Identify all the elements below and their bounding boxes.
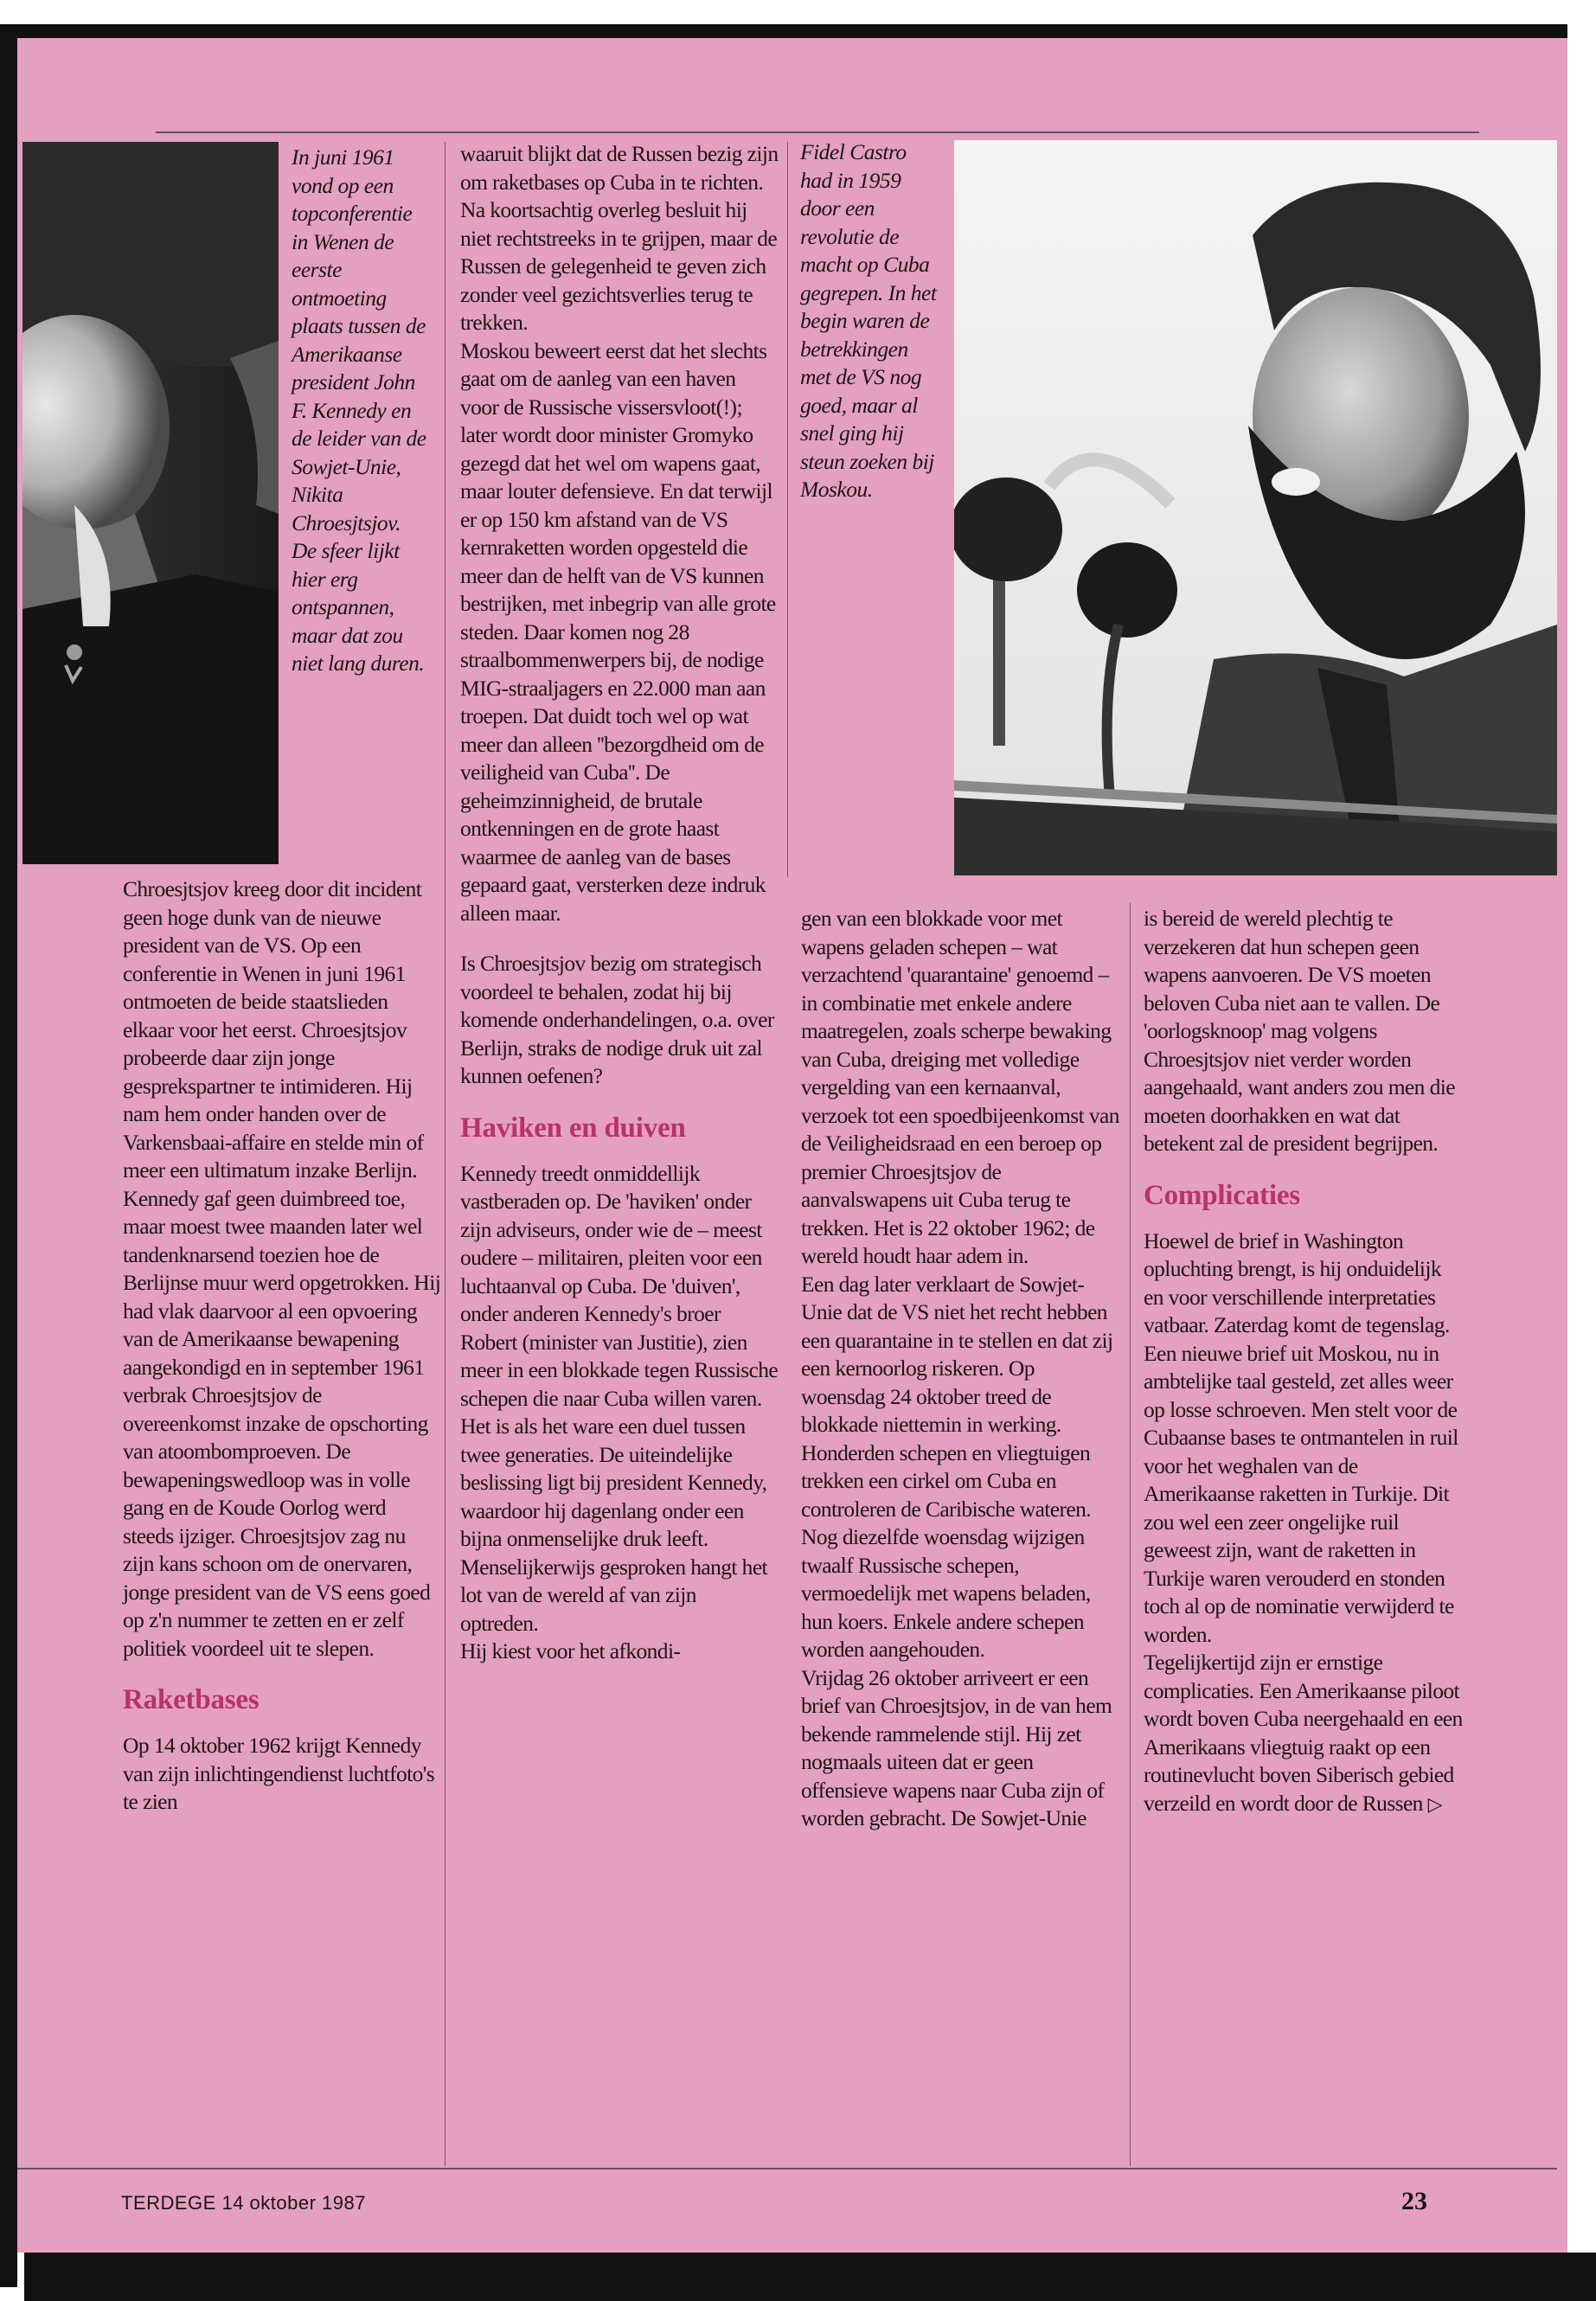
continue-arrow-icon: ▷: [1427, 1793, 1442, 1816]
paragraph: Een dag later verklaart de Sowjet-Unie dat de VS niet het recht hebben een quarantaine in te stellen en dat zij een kernoorlog riskeren. Op woensdag 24 oktober treed de blokkade niettemin in werking. Honderden schepen en vliegtuigen trekken een cirkel om Cuba en controleren de Caribische wateren. Nog diezelfde woensdag wijzigen twaalf Russische schepen, vermoedelijk met wapens beladen, hun koers. Enkele andere schepen worden aangehouden.: [801, 1271, 1113, 1662]
publication-footer: TERDEGE 14 oktober 1987: [121, 2192, 366, 2214]
paragraph: Is Chroesjtsjov bezig om strategisch voordeel te behalen, zodat hij bij komende onderhandelingen, o.a. over Berlijn, straks de nodige druk uit zal kunnen oefenen?: [460, 951, 774, 1088]
subheading-haviken-en-duiven: Haviken en duiven: [460, 1112, 686, 1144]
paragraph: gen van een blokkade voor met wapens geladen schepen – wat verzachtend 'quarantaine' genoemd – in combinatie met enkele andere maatregelen, zoals scherpe bewaking van Cuba, dreiging met volledige vergelding van een kernaanval, verzoek tot een spoedbijeenkomst van de Veiligheidsraad en een beroep op premier Chroesjtsjov de aanvalswapens uit Cuba terug te trekken. Het is 22 oktober 1962; de wereld houdt haar adem in.: [801, 906, 1119, 1268]
scan-border-left: [0, 38, 17, 2287]
scan-border-bottom: [24, 2253, 1596, 2301]
caption-khrushchev-kennedy: In juni 1961 vond op een topconferentie in Wenen de eerste ontmoeting plaats tussen de Amerikaanse president John F. Kennedy en de leider van de Sowjet-Unie, Nikita Chroesjtsjov. De sfeer lijkt hier erg ontspannen, maar dat zou niet lang duren.: [292, 144, 426, 676]
paragraph: Hij kiest voor het afkondi-: [460, 1638, 681, 1663]
article-column-2: [460, 140, 779, 1666]
paragraph: Op 14 oktober 1962 krijgt Kennedy van zijn inlichtingendienst luchtfoto's te zien: [123, 1733, 435, 1814]
article-column-4: [1144, 905, 1464, 1819]
column-rule-3: [1130, 903, 1131, 2166]
column-rule-2: [787, 142, 788, 877]
paragraph: Kennedy treedt onmiddellijk vastberaden op. De 'haviken' onder zijn adviseurs, onder wie de – meest oudere – militairen, pleiten voor een luchtaanval op Cuba. De 'duiven', onder anderen Kennedy's broer Robert (minister van Justitie), zien meer in een blokkade tegen Russische schepen die naar Cuba willen varen. Het is als het ware een duel tussen twee generaties. De uiteindelijke beslissing ligt bij president Kennedy, waardoor hij dagenlang onder een bijna onmenselijke druk leeft. Menselijkerwijs gesproken hangt het lot van de wereld af van zijn optreden.: [460, 1160, 779, 1636]
paragraph-text: Tegelijkertijd zijn er ernstige complicaties. Een Amerikaanse piloot wordt boven Cuba neergehaald en een Amerikaans vliegtuig raakt op een routinevlucht boven Siberisch gebied verzeild en wordt door de Russen: [1144, 1650, 1463, 1816]
photo-fidel-castro: [954, 140, 1557, 875]
paragraph: [1144, 1649, 1464, 1819]
photo-khrushchev-kennedy: [22, 142, 279, 864]
subheading-raketbases: Raketbases: [123, 1684, 260, 1715]
scan-border-top: [0, 0, 1596, 40]
subheading-complicaties: Complicaties: [1144, 1179, 1300, 1211]
paragraph: Chroesjtsjov kreeg door dit incident geen hoge dunk van de nieuwe president van de VS. Op een conferentie in Wenen in juni 1961 ontmoeten de beide staatslieden elkaar voor het eerst. Chroesjtsjov probeerde daar zijn jonge gesprekspartner te intimideren. Hij nam hem onder handen over de Varkensbaai-affaire en stelde min of meer een ultimatum inzake Berlijn. Kennedy gaf geen duimbreed toe, maar moest twee maanden later wel tandenknarsend toezien hoe de Berlijnse muur werd opgetrokken. Hij had vlak daarvoor al een opvoering van de Amerikaanse bewapening aangekondigd en in september 1961 verbrak Chroesjtsjov de overeenkomst inzake de opschorting van atoombomproeven. De bewapeningswedloop was in volle gang en de Koude Oorlog werd steeds ijziger. Chroesjtsjov zag nu zijn kans schoon om de onervaren, jonge president van de VS eens goed op z'n nummer te zetten en er zelf politiek voordeel uit te slepen.: [123, 876, 441, 1661]
paragraph: is bereid de wereld plechtig te verzekeren dat hun schepen geen wapens aanvoeren. De VS moeten beloven Cuba niet aan te vallen. De 'oorlogsknoop' mag volgens Chroesjtsjov niet verder worden aangehaald, want anders zou men die moeten doorhakken en wat dat betekent zal de president begrijpen.: [1144, 906, 1455, 1156]
paragraph: waaruit blijkt dat de Russen bezig zijn om raketbases op Cuba in te richten. Na koortsachtig overleg besluit hij niet rechtstreeks in te grijpen, maar de Russen de gelegenheid te geven zich zonder veel gezichtsverlies terug te trekken.: [460, 141, 779, 335]
paragraph: Vrijdag 26 oktober arriveert er een brief van Chroesjtsjov, in de van hem bekende rammelende stijl. Hij zet nogmaals uiteen dat er geen offensieve wapens naar Cuba zijn of worden gebracht. De Sowjet-Unie: [801, 1664, 1112, 1830]
paragraph: Moskou beweert eerst dat het slechts gaat om de aanleg van een haven voor de Russische vissersvloot(!); later wordt door minister Gromyko gezegd dat het wel om wapens gaat, maar louter defensieve. En dat terwijl er op 150 km afstand van de VS kernraketten worden opgesteld die meer dan de helft van de VS kunnen bestrijken, met inbegrip van alle grote steden. Daar komen nog 28 straalbommenwerpers bij, de nodige MIG-straaljagers en 22.000 man aan troepen. Dat duidt toch wel op wat meer dan alleen ''bezorgdheid om de veiligheid van Cuba''. De geheimzinnigheid, de brutale ontkenningen en de grote haast waarmee de aanleg van de bases gepaard gaat, versterken deze indruk alleen maar.: [460, 337, 776, 926]
caption-fidel-castro: Fidel Castro had in 1959 door een revolutie de macht op Cuba gegrepen. In het begin waren de betrekkingen met de VS nog goed, maar al snel ging hij steun zoeken bij Moskou.: [800, 139, 937, 502]
article-column-1: [123, 875, 441, 1817]
article-column-3: [801, 905, 1123, 1833]
page-number: 23: [1401, 2187, 1427, 2215]
magazine-page: [17, 38, 1567, 2253]
top-rule: [156, 131, 1479, 133]
paragraph: Hoewel de brief in Washington opluchting brengt, is hij onduidelijk en voor verschillende interpretaties vatbaar. Zaterdag komt de tegenslag. Een nieuwe brief uit Moskou, nu in ambtelijke taal gesteld, zet alles weer op losse schroeven. Men stelt voor de Cubaanse bases te ontmantelen in ruil voor het weghalen van de Amerikaanse raketten in Turkije. Dit zou wel een zeer ongelijke ruil geweest zijn, want de raketten in Turkije waren verouderd en stonden toch al op de nominatie verwijderd te worden.: [1144, 1227, 1458, 1647]
bottom-rule: [17, 2168, 1557, 2170]
